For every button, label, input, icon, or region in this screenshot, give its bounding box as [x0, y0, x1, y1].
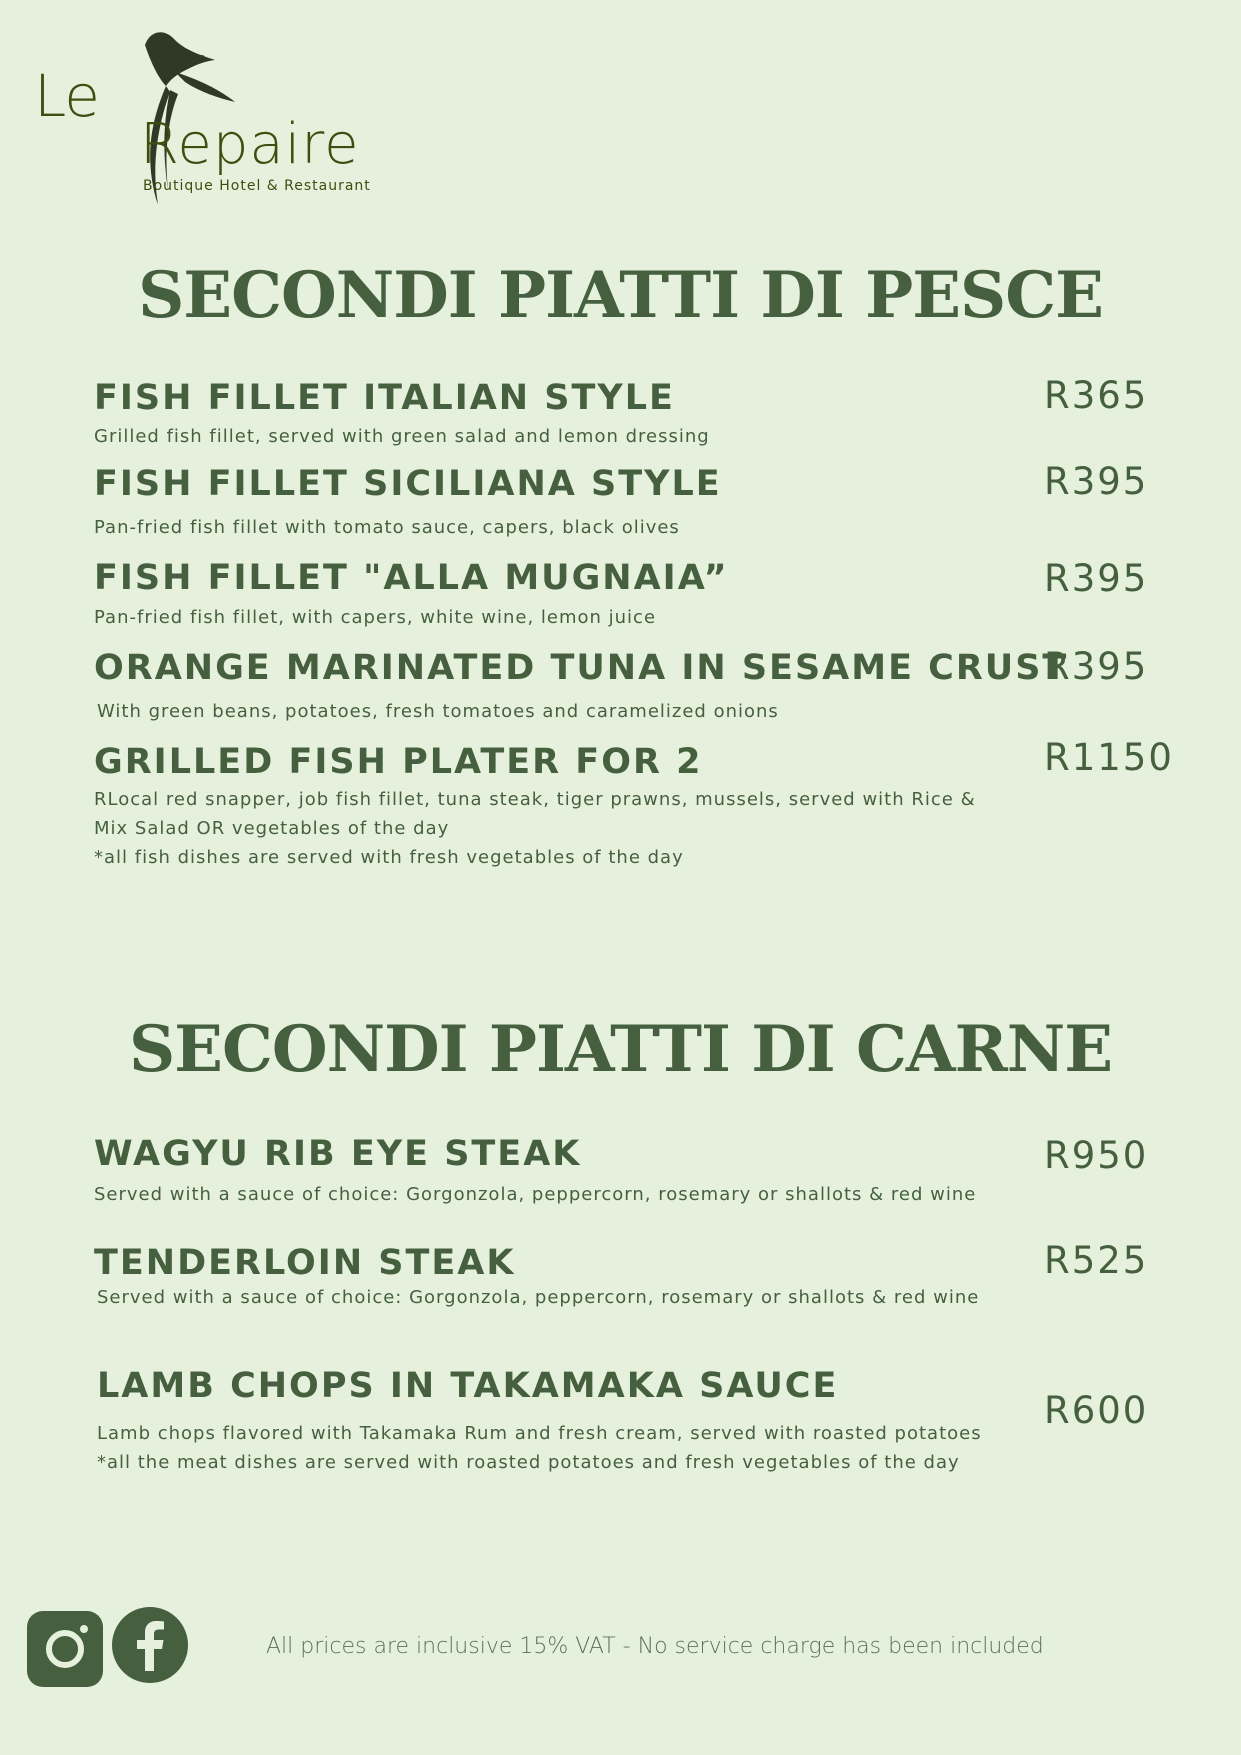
brand-tagline: Boutique Hotel & Restaurant [143, 178, 371, 194]
facebook-icon[interactable] [112, 1607, 188, 1683]
item-price: R525 [1044, 1239, 1149, 1282]
item-note: *all fish dishes are served with fresh vegetables of the day [94, 847, 684, 868]
item-description: Lamb chops flavored with Takamaka Rum and fresh cream, served with roasted potatoes [97, 1423, 982, 1444]
item-description: Served with a sauce of choice: Gorgonzola, peppercorn, rosemary or shallots & red wine [94, 1184, 977, 1205]
item-description: RLocal red snapper, job fish fillet, tuna steak, tiger prawns, mussels, served with Rice & Mix Salad OR vegetables of the day [94, 789, 976, 839]
item-name: FISH FILLET ITALIAN STYLE [94, 378, 675, 418]
section-title-fish: SECONDI PIATTI DI PESCE [138, 258, 1103, 333]
item-description: With green beans, potatoes, fresh tomatoes and caramelized onions [97, 701, 779, 722]
brand-name-repaire: Repaire [140, 112, 360, 177]
item-name: LAMB CHOPS IN TAKAMAKA SAUCE [97, 1366, 839, 1406]
item-price: R395 [1044, 557, 1149, 600]
brand-name-le: Le [34, 62, 99, 130]
item-name: FISH FILLET SICILIANA STYLE [94, 464, 722, 504]
item-name: ORANGE MARINATED TUNA IN SESAME CRUST [94, 648, 1069, 688]
section-title-meat: SECONDI PIATTI DI CARNE [128, 1012, 1113, 1087]
item-price: R950 [1044, 1134, 1149, 1177]
item-name: GRILLED FISH PLATER FOR 2 [94, 742, 703, 782]
item-price: R365 [1044, 374, 1149, 417]
item-note: *all the meat dishes are served with roasted potatoes and fresh vegetables of the day [97, 1452, 960, 1473]
item-description: Served with a sauce of choice: Gorgonzola, peppercorn, rosemary or shallots & red wine [97, 1287, 980, 1308]
item-price: R395 [1044, 645, 1149, 688]
brand-logo [30, 20, 430, 210]
item-name: TENDERLOIN STEAK [94, 1243, 516, 1283]
item-description: Pan-fried fish fillet, with capers, white wine, lemon juice [94, 607, 657, 628]
instagram-icon[interactable] [27, 1611, 103, 1687]
item-description: Grilled fish fillet, served with green salad and lemon dressing [94, 426, 710, 447]
item-price: R395 [1044, 460, 1149, 503]
item-price: R600 [1044, 1389, 1149, 1432]
item-name: FISH FILLET "ALLA MUGNAIA” [94, 558, 729, 598]
item-description: Pan-fried fish fillet with tomato sauce, capers, black olives [94, 517, 680, 538]
item-price: R1150 [1044, 736, 1174, 779]
item-name: WAGYU RIB EYE STEAK [94, 1134, 582, 1174]
vat-note: All prices are inclusive 15% VAT - No service charge has been included [266, 1634, 1044, 1659]
